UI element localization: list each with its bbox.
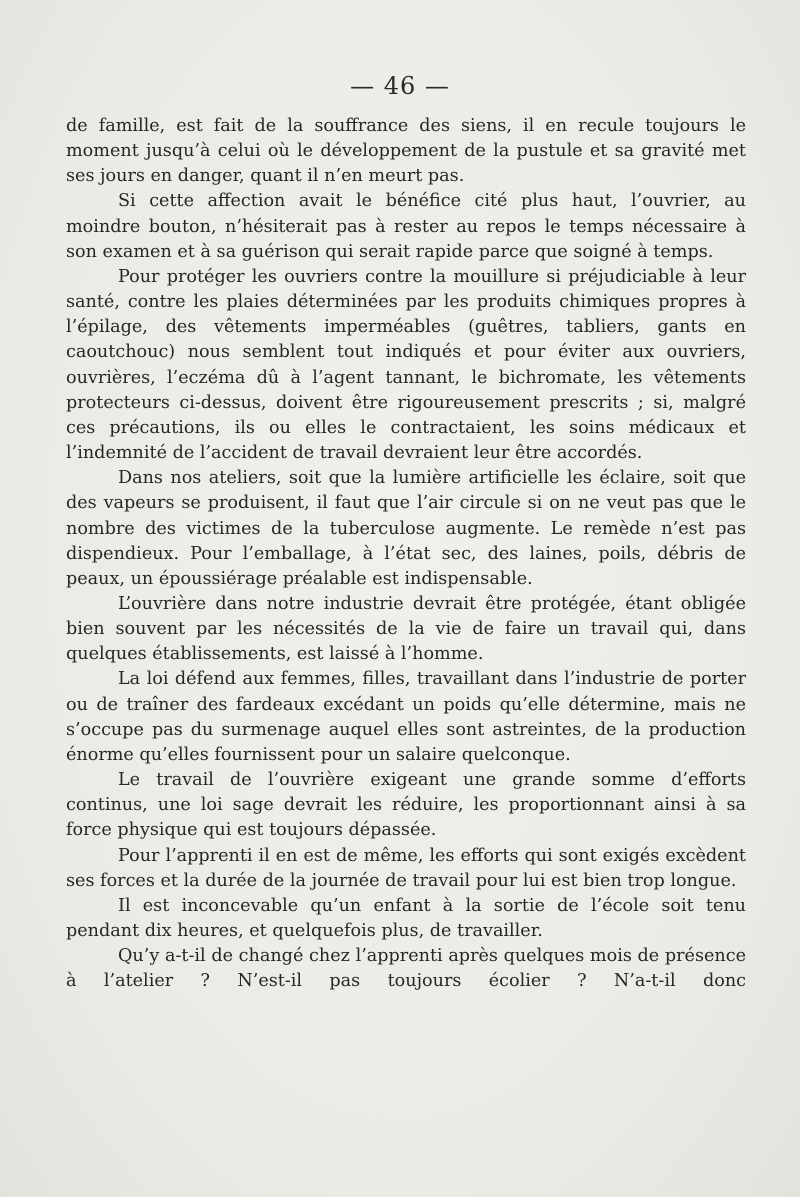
paragraph: L’ouvrière dans notre industrie devrait être protégée, étant obligée bien souvent par les nécessités de la vie de faire un travail qui, dans quelques établissements, est laissé à l’homme. xyxy=(66,593,746,665)
paragraph: de famille, est fait de la souffrance des siens, il en recule toujours le moment jusqu’à celui où le développement de la pustule et sa gravité met ses jours en danger, quant il n’en meurt pas. xyxy=(66,116,746,187)
paragraph: Pour protéger les ouvriers contre la mouillure si préjudiciable à leur santé, contre les plaies déterminées par les produits chimiques propres à l’épilage, des vêtements imperméables (guêtres, tabliers, gants en caoutchouc) nous semblent tout indiqués et pour éviter aux ouvriers, ouvrières, l’eczéma dû à l’agent tannant, le bichromate, les vêtements protecteurs ci-dessus, doivent être rigoureusement prescrits ; si, malgré ces précautions, ils ou elles le contractaient, les soins médicaux et l’indemnité de l’accident de travail devraient leur être accordés. xyxy=(66,266,746,464)
paragraph: Pour l’apprenti il en est de même, les efforts qui sont exigés excèdent ses forces et la durée de la journée de travail pour lui est bien trop longue. xyxy=(66,845,746,891)
paragraph: Qu’y a-t-il de changé chez l’apprenti après quelques mois de présence à l’atelier ? N’est-il pas toujours écolier ? N’a-t-il donc xyxy=(66,946,746,992)
paragraph: La loi défend aux femmes, filles, travaillant dans l’industrie de porter ou de traîner des fardeaux excédant un poids qu’elle détermine, mais ne s’occupe pas du surmenage auquel elles sont astreintes, de la production énorme qu’elles fournissent pour un salaire quelconque. xyxy=(66,669,746,765)
paragraph: Si cette affection avait le bénéfice cité plus haut, l’ouvrier, au moindre bouton, n’hésiterait pas à rester au repos le temps nécessaire à son examen et à sa guérison qui serait rapide parce que soigné à temps. xyxy=(66,191,746,262)
paragraph: Le travail de l’ouvrière exigeant une grande somme d’efforts continus, une loi sage devrait les réduire, les proportionnant ainsi à sa force physique qui est toujours dépassée. xyxy=(66,770,746,841)
body-text xyxy=(66,114,746,994)
paragraph: Il est inconcevable qu’un enfant à la sortie de l’école soit tenu pendant dix heures, et quelquefois plus, de travailler. xyxy=(66,895,746,941)
paragraph: Dans nos ateliers, soit que la lumière artificielle les éclaire, soit que des vapeurs se produisent, il faut que l’air circule si on ne veut pas que le nombre des victimes de la tuberculose augmente. Le remède n’est pas dispendieux. Pour l’emballage, à l’état sec, des laines, poils, débris de peaux, un époussiérage préalable est indispensable. xyxy=(66,468,746,589)
page-number: — 46 — xyxy=(350,72,450,100)
